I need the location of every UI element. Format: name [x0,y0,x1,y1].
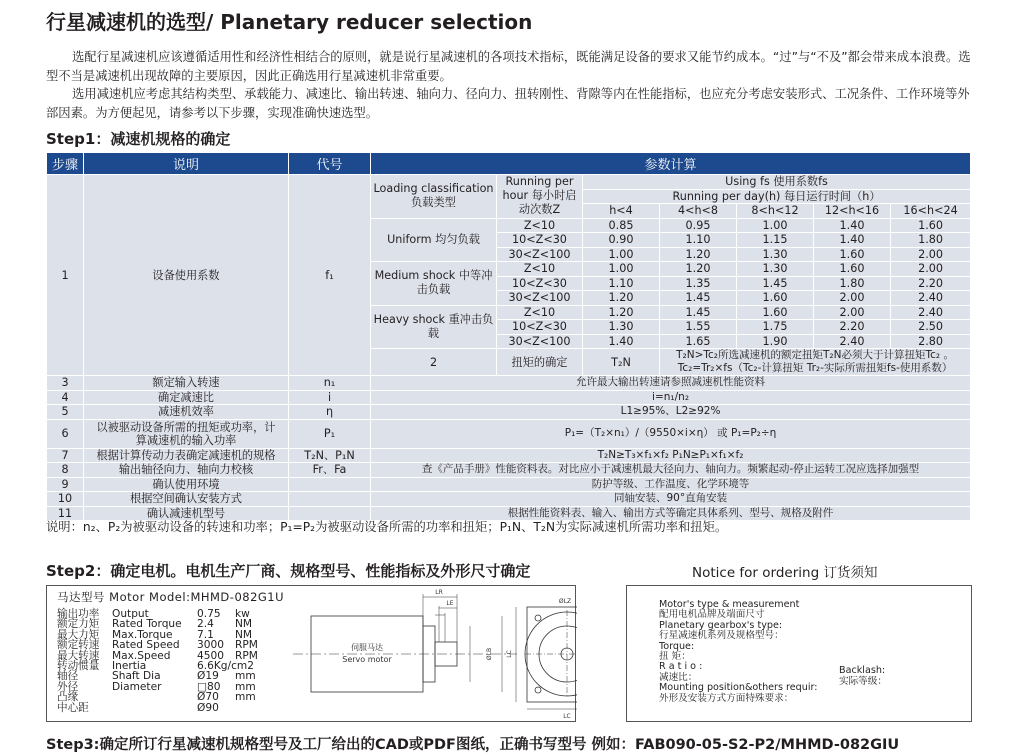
calc-cell: 根据性能资料表、输入、输出方式等确定具体系列、型号、规格及附件 [371,506,971,521]
fs-value: 1.00 [737,218,814,233]
fs-value: 1.60 [814,247,891,262]
servo-label-en: Servo motor [342,655,392,664]
dim-lb: ØLB [486,647,493,661]
fs-value: 2.00 [891,262,971,277]
calc-cell: T₂N>Tc₂所选减速机的额定扭矩T₂N必须大于计算扭矩Tc₂ 。Tc₂=Tr₂×fs（Tc₂-计算扭矩 Tr₂-实际所需扭矩fs-使用系数） [660,349,971,376]
table-row [47,376,971,391]
fs-value: 1.40 [583,334,660,349]
page-title: 行星减速机的选型/ Planetary reducer selection [46,10,533,34]
load-type: Heavy shock 重冲击负载 [371,305,497,349]
desc-cell: 输出轴径向力、轴向力校核 [84,463,289,478]
table-row [47,419,971,448]
start-frequency: Z<10 [497,262,583,277]
fs-value: 1.20 [660,247,737,262]
spec-name-en: Rated Speed [112,639,180,652]
motor-spec-list [57,609,265,713]
hour-head: Running per hour 每小时启动次数Z [497,175,583,219]
spec-value: Ø19 [197,670,219,683]
calc-cell: P₁=（T₂×n₁）/（9550×i×η） 或 P₁=P₂÷η [371,419,971,448]
table-header-row [47,153,971,175]
code-cell: n₁ [289,376,371,391]
spec-unit [235,703,265,713]
spec-name-cn: 额定转速 [57,639,100,652]
day-range: 12<h<16 [814,204,891,219]
step3-heading: Step3:确定所订行星减速机规格型号及工厂给出的CAD或PDF图纸，正确书写型号 例如：FAB090-05-S2-P2/MHMD-082GIU [46,737,900,753]
desc-cell: 确认使用环境 [84,477,289,492]
header-calculation: 参数计算 [371,153,971,175]
desc-cell: 根据空间确认安装方式 [84,492,289,507]
desc-cell: 减速机效率 [84,405,289,420]
day-range: h<4 [583,204,660,219]
motor-spec-box [46,585,576,722]
code-cell: T₂N [583,349,660,376]
start-frequency: 10<Z<30 [497,320,583,335]
spec-name-en: Max.Torque [112,628,173,641]
table-row [47,463,971,478]
spec-row [57,703,265,713]
notice-lines [659,600,818,704]
fs-value: 1.45 [660,291,737,306]
notice-line: 行星减速机系列及规格型号： [659,630,784,642]
desc-cell: 根据计算传动力表确定减速机的规格 [84,448,289,463]
spec-name-en: Shaft Dia [112,670,161,683]
backlash-field [839,666,887,688]
fs-value: 1.00 [583,247,660,262]
spec-unit: kw [235,608,250,620]
fs-value: 1.10 [660,233,737,248]
servo-label-cn: 伺服马达 [351,643,383,652]
dim-le: LE [446,600,454,607]
calc-cell: 查《产品手册》性能资料表。对比应小于减速机最大径向力、轴向力。频繁起动-停止运转工况应选择加强型 [371,463,971,478]
fs-value: 1.30 [583,320,660,335]
step-cell: 6 [47,419,84,448]
code-cell: Fr、Fa [289,463,371,478]
fs-value: 1.40 [814,233,891,248]
spec-name-en: Output [112,608,149,620]
fs-value: 1.80 [814,276,891,291]
motor-drawing [287,588,577,721]
fs-value: 1.75 [737,320,814,335]
code-cell [289,477,371,492]
desc-cell: 额定输入转速 [84,376,289,391]
notice-line: 减速比： [659,671,698,683]
step-cell: 8 [47,463,84,478]
start-frequency: 30<Z<100 [497,247,583,262]
calc-cell: L1≥95%、L2≥92% [371,405,971,420]
calc-cell: i=n₁/n₂ [371,390,971,405]
fs-value: 2.40 [891,291,971,306]
fs-value: 0.85 [583,218,660,233]
dim-lc-bottom: LC [563,713,571,720]
selection-table [46,152,971,521]
start-frequency: Z<10 [497,305,583,320]
fs-value: 1.15 [737,233,814,248]
spec-name-cn: 中心距 [57,701,89,714]
notice-line: Mounting position&others requir: [659,682,818,694]
dim-lc-side: LC [506,650,513,658]
spec-unit: NM [235,618,253,631]
code-cell: T₂N、P₁N [289,448,371,463]
intro-text [46,48,976,122]
desc-cell: 设备使用系数 [84,175,289,376]
spec-row [57,661,265,671]
spec-name-en: Rated Torque [112,618,182,631]
code-cell: P₁ [289,419,371,448]
calc-cell: 防护等级、工作温度、化学环境等 [371,477,971,492]
fs-value: 1.55 [660,320,737,335]
fs-value: 1.20 [660,262,737,277]
spec-name-en: Max.Speed [112,649,171,662]
calc-cell: 允许最大输出转速请参照减速机性能资料 [371,376,971,391]
day-range: 8<h<12 [737,204,814,219]
loading-head: Loading classification 负载类型 [371,175,497,219]
calc-cell: 同轴安装、90°直角安装 [371,492,971,507]
header-description: 说明 [84,153,289,175]
step1-heading: Step1：减速机规格的确定 [46,130,231,148]
backlash-label: Backlash: [839,665,886,676]
spec-value: 7.1 [197,628,214,641]
day-range: 4<h<8 [660,204,737,219]
notice-line: Motor's type & measurement [659,599,800,610]
step-cell: 3 [47,376,84,391]
start-frequency: 10<Z<30 [497,233,583,248]
step-cell: 7 [47,448,84,463]
notice-line: 配用电机品牌及端面尺寸 [659,609,765,621]
fs-value: 0.95 [660,218,737,233]
notice-heading: Notice for ordering 订货须知 [692,565,878,581]
spec-row [57,671,265,681]
fs-value: 1.60 [814,262,891,277]
fs-value: 1.90 [737,334,814,349]
fs-value: 2.40 [814,334,891,349]
spec-row [57,682,265,692]
table-note: 说明：n₂、P₂为被驱动设备的转速和功率；P₁=P₂为被驱动设备所需的功率和扭矩；P₁N、T₂N为实际减速机所需功率和扭矩。 [46,520,728,534]
spec-name-cn: 额定力矩 [57,618,100,631]
spec-name-cn: 转动惯量 [57,660,100,673]
fs-head: Using fs 使用系数fs [583,175,971,190]
table-row [47,405,971,420]
spec-name-en [112,692,197,702]
notice-line: Planetary gearbox's type: [659,619,783,631]
spec-unit: RPM [235,649,258,662]
day-head: Running per day(h) 每日运行时间（h） [583,189,971,204]
fs-value: 2.20 [891,276,971,291]
start-frequency: 30<Z<100 [497,291,583,306]
spec-name-cn: 最大力矩 [57,628,100,641]
fs-value: 2.00 [814,305,891,320]
fs-value: 2.50 [891,320,971,335]
step-cell: 1 [47,175,84,376]
fs-value: 1.60 [891,218,971,233]
spec-name-cn: 轴径 [57,670,79,683]
table-row [47,175,971,190]
table-row [47,390,971,405]
dim-lr: LR [435,589,443,596]
calc-cell: T₂N≥T₃×f₁×f₂ P₁N≥P₁×f₁×f₂ [371,448,971,463]
spec-name-cn: 输出功率 [57,608,100,620]
fs-value: 1.65 [660,334,737,349]
spec-unit: mm [235,680,256,693]
fs-value: 2.80 [891,334,971,349]
spec-name-cn: 最大转速 [57,649,100,662]
desc-cell: 扭矩的确定 [497,349,583,376]
fs-value: 1.45 [737,276,814,291]
start-frequency: 10<Z<30 [497,276,583,291]
intro-paragraph-2: 选用减速机应考虑其结构类型、承载能力、减速比、输出转速、轴向力、径向力、扭转刚性、背隙等内在性能指标，也应充分考虑安装形式、工况条件、工作环境等外部因素。为方便起见，请参考以下步骤，实现准确快速选型。 [46,87,970,120]
spec-value: 6.6Kg/cm2 [197,660,254,673]
spec-name-en: Inertia [112,660,147,673]
notice-line: Torque: [659,640,695,652]
fs-value: 1.80 [891,233,971,248]
fs-value: 1.30 [737,262,814,277]
desc-cell: 确定减速比 [84,390,289,405]
notice-line: R a t i o : [659,661,703,673]
table-row [47,477,971,492]
desc-cell: 确认减速机型号 [84,506,289,521]
spec-name-cn: 外径 [57,680,79,693]
spec-value: 2.4 [197,618,214,631]
code-cell [289,492,371,507]
fs-value: 1.30 [737,247,814,262]
load-type: Uniform 均匀负载 [371,218,497,262]
step-cell: 10 [47,492,84,507]
fs-value: 2.00 [891,247,971,262]
spec-name-en [112,703,197,713]
fs-value: 1.10 [583,276,660,291]
start-frequency: 30<Z<100 [497,334,583,349]
fs-value: 1.20 [583,305,660,320]
fs-value: 1.40 [814,218,891,233]
day-range: 16<h<24 [891,204,971,219]
spec-unit: mm [235,670,256,683]
fs-value: 2.00 [814,291,891,306]
fs-value: 2.40 [891,305,971,320]
spec-name-cn: 凸缘 [57,691,79,704]
step-cell: 4 [47,390,84,405]
dim-lz: ØLZ [558,598,572,605]
desc-cell: 以被驱动设备所需的扭矩或功率，计算减速机的输入功率 [84,419,289,448]
code-cell: i [289,390,371,405]
fs-value: 1.60 [737,291,814,306]
motor-model: 马达型号 Motor Model:MHMD-082G1U [57,590,285,604]
table-row [47,448,971,463]
start-frequency: Z<10 [497,218,583,233]
fs-value: 2.20 [814,320,891,335]
spec-unit: RPM [235,639,258,652]
step-cell: 11 [47,506,84,521]
fs-value: 1.00 [583,262,660,277]
code-cell: f₁ [289,175,371,376]
header-step: 步骤 [47,153,84,175]
step2-heading: Step2：确定电机。电机生产厂商、规格型号、性能指标及外形尺寸确定 [46,562,531,580]
spec-value: 0.75 [197,608,221,620]
step-cell: 2 [371,349,497,376]
fs-value: 1.20 [583,291,660,306]
spec-value: □80 [197,680,221,693]
code-cell: η [289,405,371,420]
table-row [47,492,971,507]
spec-value: 3000 [197,639,224,652]
load-type: Medium shock 中等冲击负载 [371,262,497,306]
fs-value: 1.60 [737,305,814,320]
header-code: 代号 [289,153,371,175]
spec-value: Ø90 [197,701,219,714]
spec-value: Ø70 [197,691,219,704]
spec-unit: mm [235,691,256,704]
notice-line: 扭 矩： [659,651,691,663]
notice-box [626,585,972,722]
intro-paragraph-1: 选配行星减速机应该遵循适用性和经济性相结合的原则，就是说行星减速机的各项技术指标，既能满足设备的要求又能节约成本。“过”与“不及”都会带来成本浪费。选型不当是减速机出现故障的主要原因，因此正确选用行星减速机非常重要。 [46,50,971,83]
fs-value: 0.90 [583,233,660,248]
notice-line: 外形及安装方式方面特殊要求： [659,692,794,704]
fs-value: 1.35 [660,276,737,291]
backlash-label-cn: 实际等级： [839,675,887,687]
step-cell: 5 [47,405,84,420]
step-cell: 9 [47,477,84,492]
fs-value: 1.45 [660,305,737,320]
spec-value: 4500 [197,649,224,662]
spec-name-en: Diameter [112,680,162,693]
spec-unit: NM [235,628,253,641]
